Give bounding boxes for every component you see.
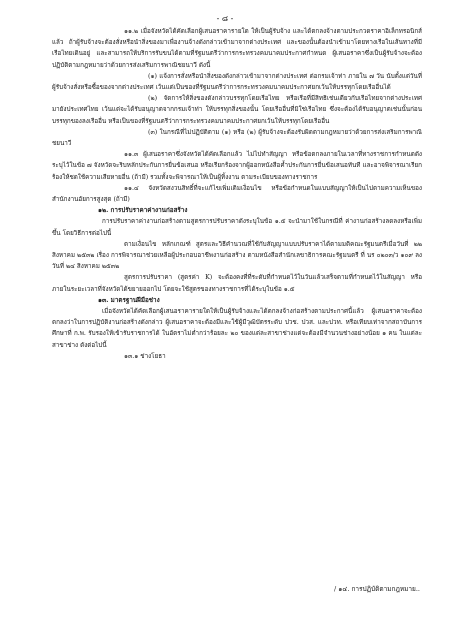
paragraph-12-intro: การปรับราคาค่างานก่อสร้างตามสูตรการปรับราคาดังระบุในข้อ ๑.๕ จะนำมาใช้ในกรณีที่ ค่างานก่อสร้างลดลงหรือเพิ่มขึ้น โดยวิธีการต่อไปนี้ [52, 218, 422, 237]
paragraph-11-2-2: (๒) จัดการให้สิ่งของดังกล่าวบรรทุกโดยเรือไทย หรือเรือที่มีสิทธิเช่นเดียวกับเรือไทยจากต่างประเทศมายังประเทศไทย เว้นแต่จะได้รับอนุญาตจากกรมเจ้าท่า ให้บรรทุกสิ่งของนั้น โดยเรืออื่นที่มิใช่เรือไทย ซึ่งจะต้องได้รับอนุญาตเช่นนั้นก่อนบรรทุกของลงเรืออื่น หรือเป็นของที่รัฐมนตรีว่าการกระทรวงคมนาคมประกาศยกเว้นให้บรรทุกโดยเรืออื่น [52, 95, 422, 125]
continuation-footer: / ๑๔. การปฏิบัติตามกฎหมาย.. [334, 585, 420, 593]
paragraph-13-intro: เมื่อจังหวัดได้คัดเลือกผู้เสนอราคารายใดให้เป็นผู้รับจ้างและได้ตกลงจ้างก่อสร้างตามประกาศนี้แล้ว ผู้เสนอราคาจะต้องตกลงว่าในการปฏิบัติงานก่อสร้างดังกล่าว ผู้เสนอราคาจะต้องมีและใช้ผู้มีวุฒิบัตรระดับ ปวช. ปวส. และปวท. หรือเทียบเท่าจากสถาบันการศึกษาที่ ก.พ. รับรองให้เข้ารับราชการได้ ในอัตราไม่ต่ำกว่าร้อยละ ๒๐ ของแต่ละสาขาช่างแต่จะต้องมีจำนวนช่างอย่างน้อย ๑ คน ในแต่ละสาขาช่าง ดังต่อไปนี้ [52, 308, 422, 349]
paragraph-12-conditions: ตามเงื่อนไข หลักเกณฑ์ สูตรและวิธีคำนวณที่ใช้กับสัญญาแบบปรับราคาได้ตามมติคณะรัฐมนตรีเมื่อวันที่ ๒๒ สิงหาคม ๒๕๓๒ เรื่อง การพิจารณาช่วยเหลือผู้ประกอบอาชีพงานก่อสร้าง ตามหนังสือสำนักเลขาธิการคณะรัฐมนตรี ที่ นร ๐๒๐๓/ว ๑๐๙ ลงวันที่ ๒๔ สิงหาคม ๒๕๓๒ [52, 240, 422, 271]
paragraph-11-4: ๑๑.๔ จังหวัดสงวนสิทธิ์ที่จะแก้ไขเพิ่มเติมเงื่อนไข หรือข้อกำหนดในแบบสัญญาให้เป็นไปตามความเห็นของสำนักงานอัยการสูงสุด (ถ้ามี) [52, 184, 422, 204]
paragraph-11-2-1: (๑) แจ้งการสั่งหรือนำสิ่งของดังกล่าวเข้ามาจากต่างประเทศ ต่อกรมเจ้าท่า ภายใน ๗ วัน นับตั้งแต่วันที่ผู้รับจ้างสั่งหรือซื้อของจากต่างประเทศ เว้นแต่เป็นของที่รัฐมนตรีว่าการกระทรวงคมนาคมประกาศยกเว้นให้บรรทุกโดยเรืออื่นได้ [52, 72, 422, 92]
paragraph-12-formula: สูตรการปรับราคา (สูตรค่า K) จะต้องคงที่ที่ระดับที่กำหนดไว้ในวันแล้วเสร็จตามที่กำหนดไว้ในสัญญา หรือภายในระยะเวลาที่จังหวัดได้ขยายออกไป โดยจะใช้สูตรของทางราชการที่ได้ระบุในข้อ ๑.๕ [52, 274, 422, 293]
heading-13: ๑๓. มาตรฐานฝีมือช่าง [98, 296, 160, 304]
body-text [52, 26, 422, 362]
page-number: - ๘ - [216, 14, 234, 23]
paragraph-11-2-3: (๓) ในกรณีที่ไม่ปฏิบัติตาม (๑) หรือ (๒) ผู้รับจ้างจะต้องรับผิดตามกฎหมายว่าด้วยการส่งเสริมการพาณิชยนาวี [52, 128, 422, 148]
paragraph-13-1: ๑๓.๑ ช่างโยธา [124, 352, 166, 360]
heading-12: ๑๒. การปรับราคาค่างานก่อสร้าง [98, 207, 188, 215]
paragraph-11-2: ๑๑.๒ เมื่อจังหวัดได้คัดเลือกผู้เสนอราคารายใด ให้เป็นผู้รับจ้าง และได้ตกลงจ้างตามประกวดราคาอิเล็กทรอนิกส์แล้ว ถ้าผู้รับจ้างจะต้องสั่งหรือนำสิ่งของมาเพื่องานจ้างดังกล่าวเข้ามาจากต่างประเทศ และของนั้นต้องนำเข้ามาโดยทางเรือในเส้นทางที่มีเรือไทยเดินอยู่ และสามารถให้บริการรับขนได้ตามที่รัฐมนตรีว่าการกระทรวงคมนาคมประกาศกำหนด ผู้เสนอราคาซึ่งเป็นผู้รับจ้างจะต้องปฏิบัติตามกฎหมายว่าด้วยการส่งเสริมการพาณิชยนาวี ดังนี้ [52, 28, 422, 69]
paragraph-11-3: ๑๑.๓ ผู้เสนอราคาซึ่งจังหวัดได้คัดเลือกแล้ว ไม่ไปทำสัญญา หรือข้อตกลงภายในเวลาที่ทางราชการกำหนดดังระบุไว้ในข้อ ๗ จังหวัดจะริบหลักประกันการยื่นข้อเสนอ หรือเรียกร้องจากผู้ออกหนังสือค้ำประกันการยื่นข้อเสนอทันที และอาจพิจารณาเรียกร้องให้ชดใช้ความเสียหายอื่น (ถ้ามี) รวมทั้งจะพิจารณาให้เป็นผู้ทิ้งงาน ตามระเบียบของทางราชการ [52, 151, 422, 181]
